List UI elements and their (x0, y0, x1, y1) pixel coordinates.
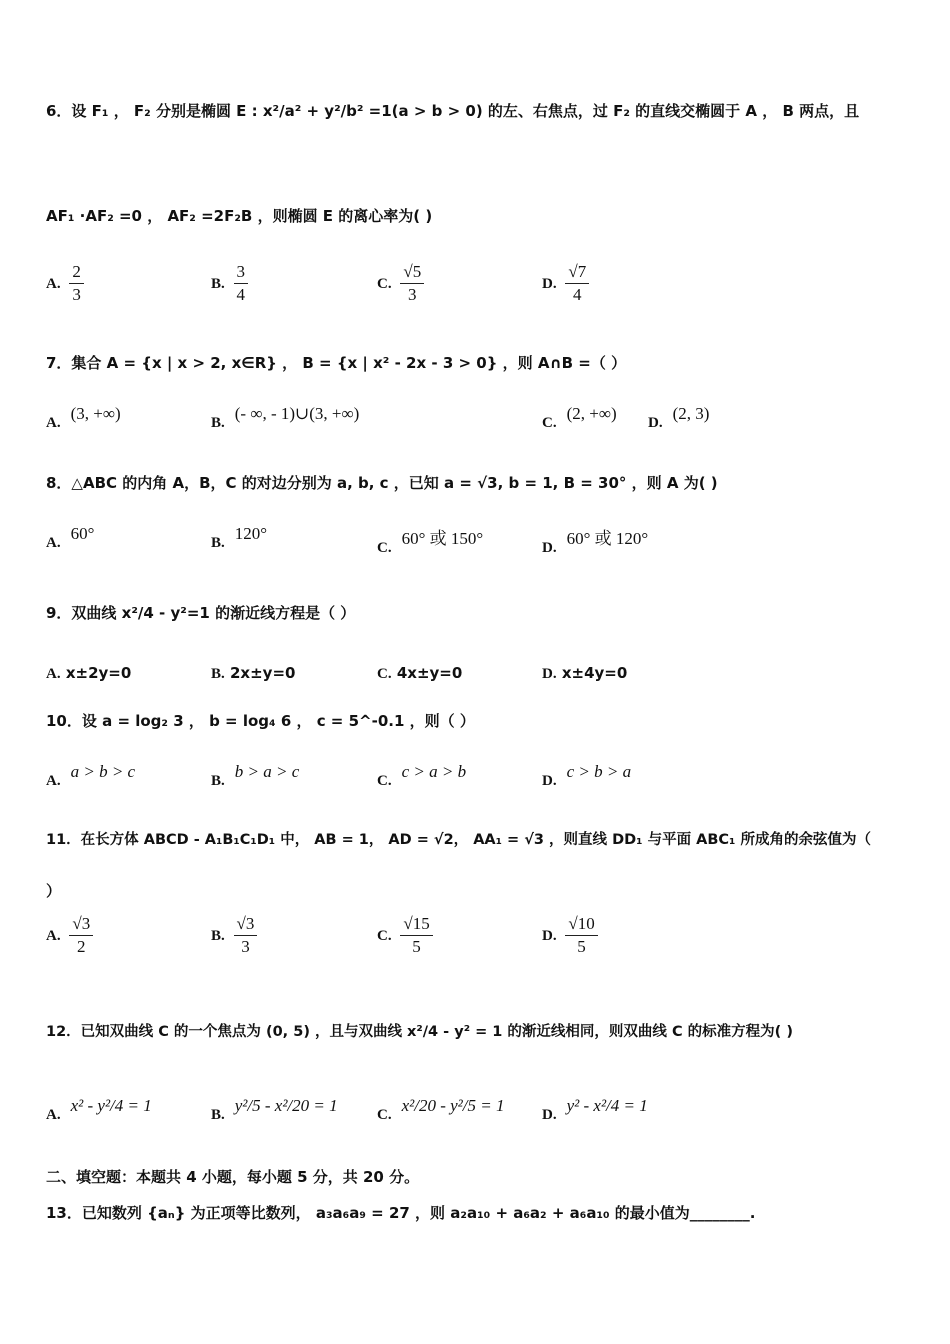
section-heading-fill-in: 二、填空题：本题共 4 小题，每小题 5 分，共 20 分。 (46, 1168, 420, 1186)
q6-option-c: C. $\frac{√5}{3}$ (377, 262, 428, 305)
q11-option-d: D. $\frac{√10}{5}$ (542, 914, 602, 957)
q11-option-b: B. $\frac{√3}{3}$ (211, 914, 261, 957)
q7-option-c: C. (2, +∞) (542, 404, 617, 431)
q7-option-b: B. (- ∞, - 1)∪(3, +∞) (211, 404, 360, 431)
q7-stem: 7．集合 A = {x | x > 2, x∈R} ， B = {x | x² - 2x - 3 > 0} ，则 A∩B =（ ） (46, 354, 627, 372)
q11-line2: ） (46, 882, 62, 900)
q10-option-c: C. c > a > b (377, 762, 467, 789)
q9-option-c: C. 4x±y=0 (377, 664, 463, 682)
q12-option-c: C. x²/20 - y²/5 = 1 (377, 1096, 505, 1123)
q9-option-d: D. x±4y=0 (542, 664, 628, 682)
q6-option-b: B. $\frac{3}{4}$ (211, 262, 252, 305)
q8-option-d: D. 60° 或 120° (542, 529, 649, 556)
q7-option-d: D. (2, 3) (648, 404, 710, 431)
q6-line2: AF₁ ·AF₂ =0 ， AF₂ =2F₂B ，则椭圆 E 的离心率为( ) (46, 207, 433, 225)
q11-option-a: A. $\frac{√3}{2}$ (46, 914, 97, 957)
q6-option-d: D. $\frac{√7}{4}$ (542, 262, 593, 305)
q12-option-d: D. y² - x²/4 = 1 (542, 1096, 648, 1123)
q10-stem: 10．设 a = log₂ 3 ， b = log₄ 6 ， c = 5^-0.1 ，则（ ） (46, 712, 475, 730)
q8-stem: 8．△ABC 的内角 A，B，C 的对边分别为 a, b, c ，已知 a = √3, b = 1, B = 30° ，则 A 为( ) (46, 474, 718, 492)
q10-option-d: D. c > b > a (542, 762, 632, 789)
q10-option-b: B. b > a > c (211, 762, 300, 789)
q12-stem: 12．已知双曲线 C 的一个焦点为 (0, 5) ，且与双曲线 x²/4 - y² = 1 的渐近线相同，则双曲线 C 的标准方程为( ) (46, 1024, 793, 1040)
q9-option-b: B. 2x±y=0 (211, 664, 296, 682)
q11-option-c: C. $\frac{√15}{5}$ (377, 914, 437, 957)
q8-option-c: C. 60° 或 150° (377, 529, 484, 556)
q6-line1: 6．设 F₁ ， F₂ 分别是椭圆 E : x²/a² + y²/b² =1(a > b > 0) 的左、右焦点，过 F₂ 的直线交椭圆于 A ， B 两点，且 (46, 102, 860, 120)
q11-line1: 11．在长方体 ABCD - A₁B₁C₁D₁ 中， AB = 1， AD = √2， AA₁ = √3 ，则直线 DD₁ 与平面 ABC₁ 所成角的余弦值为（ (46, 832, 871, 848)
q8-option-b: B. 120° (211, 524, 268, 551)
q10-option-a: A. a > b > c (46, 762, 136, 789)
q6-option-a: A. $\frac{2}{3}$ (46, 262, 88, 305)
q9-stem: 9．双曲线 x²/4 - y²=1 的渐近线方程是（ ） (46, 604, 356, 622)
q7-option-a: A. (3, +∞) (46, 404, 121, 431)
q9-option-a: A. x±2y=0 (46, 664, 132, 682)
q12-option-b: B. y²/5 - x²/20 = 1 (211, 1096, 338, 1123)
q8-option-a: A. 60° (46, 524, 95, 551)
q13-stem: 13．已知数列 {aₙ} 为正项等比数列， a₃a₆a₉ = 27 ，则 a₂a₁₀ + a₆a₂ + a₆a₁₀ 的最小值为________. (46, 1204, 756, 1222)
q12-option-a: A. x² - y²/4 = 1 (46, 1096, 152, 1123)
